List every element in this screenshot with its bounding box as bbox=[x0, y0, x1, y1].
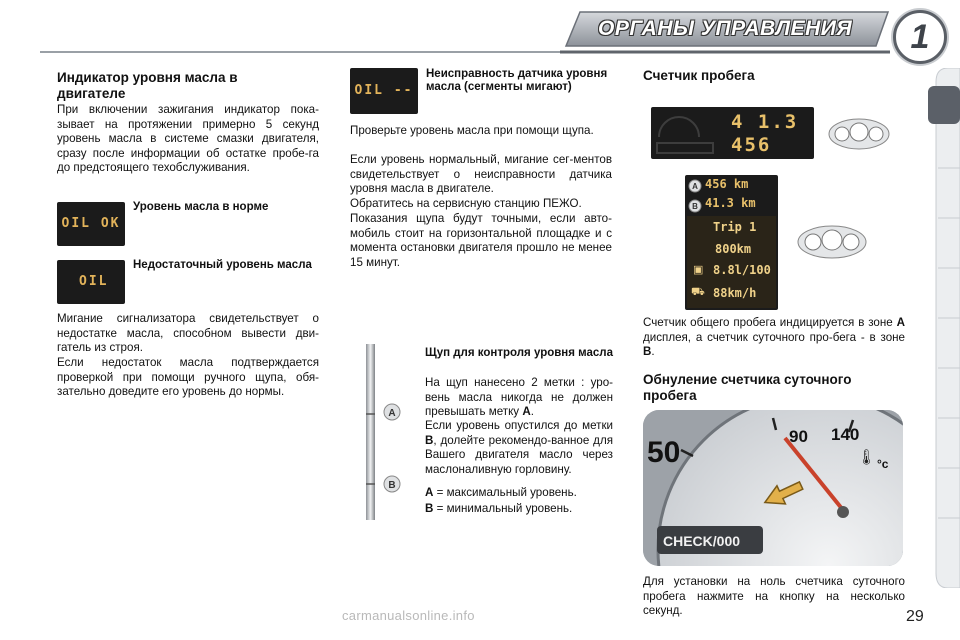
dashboard-icon-1 bbox=[828, 118, 890, 150]
page-number: 29 bbox=[906, 608, 924, 625]
check-reset-button[interactable] bbox=[657, 526, 763, 554]
dipstick-def-b-key: B bbox=[425, 502, 434, 515]
display-2-speed: 88km/h bbox=[713, 286, 757, 300]
sensor-fault-p2: Если уровень нормальный, мигание сег-ментов свидетельствует о неисправности датчика уровня масла в двигателе. bbox=[350, 153, 612, 196]
zone-badge-b: B bbox=[692, 202, 698, 211]
dipstick-illustration bbox=[352, 342, 412, 522]
oil-ok-display-text: OIL OK bbox=[61, 216, 121, 231]
dipstick-p2-mark: B bbox=[425, 433, 434, 447]
blink-warning-text: Мигание сигнализатора свидетельствует о недостатке масла, способном вывести дви-гатель из строя. bbox=[57, 312, 319, 355]
gauge-speed-140: 140 bbox=[831, 425, 860, 444]
odo-zone-a: A bbox=[896, 316, 905, 329]
gauge-speed-50: 50 bbox=[647, 436, 681, 469]
dipstick-def-b-text: = минимальный уровень. bbox=[433, 502, 573, 515]
chapter-tabs bbox=[928, 68, 960, 588]
odo-text-1: Счетчик общего пробега индицируется в зоне bbox=[643, 316, 893, 329]
oil-ok-display bbox=[57, 202, 125, 246]
sensor-fault-p3: Обратитесь на сервисную станцию ПЕЖО. bbox=[350, 197, 582, 210]
sensor-fault-p1: Проверьте уровень масла при помощи щупа. bbox=[350, 124, 594, 137]
dipstick-p1 bbox=[425, 376, 613, 420]
oil-level-intro: При включении зажигания индикатор пока-зывает на протяжении примерно 5 секунд уровень масла в системе смазки двигателя, сразу после информации об остатке пробе-га до предстоящего техобслуживания. bbox=[57, 103, 319, 175]
display-2-trip-km: 800km bbox=[715, 242, 752, 256]
dipstick-mark-a: A bbox=[388, 408, 396, 419]
display-2-fuel: 8.8l/100 bbox=[713, 263, 771, 277]
dipstick-p2 bbox=[425, 419, 613, 477]
odometer-display-2 bbox=[685, 175, 778, 310]
dipstick-mark-b: B bbox=[388, 480, 396, 491]
dipstick-def-a-text: = максимальный уровень. bbox=[433, 486, 577, 499]
display-2-row-a: 456 km bbox=[705, 177, 749, 191]
dipstick-def-a-key: A bbox=[425, 486, 434, 499]
oil-fault-display-text: OIL -- bbox=[354, 83, 414, 98]
chapter-badge bbox=[893, 10, 947, 64]
display-1-segments bbox=[651, 107, 719, 159]
check-reset-button-label: CHECK/000 bbox=[663, 533, 741, 549]
sensor-fault-p4: Показания щупа будут точными, если авто-мобиль стоит на горизонтальной площадке и с момента остановки двигателя прошло не менее 15 минут. bbox=[350, 212, 612, 269]
fuel-pump-icon: ▣ bbox=[693, 264, 704, 276]
zone-badges bbox=[688, 179, 702, 213]
odometer-display-1 bbox=[651, 107, 814, 159]
display-1-row2: 456 bbox=[731, 134, 772, 156]
odo-text-end: . bbox=[651, 345, 655, 359]
instrument-cluster-image bbox=[643, 410, 903, 566]
dipstick-p2-rest: , долейте рекомендо-ванное для Вашего двигателя масло через маслоналивную горловину. bbox=[425, 433, 613, 476]
dipstick-p1-end: . bbox=[530, 405, 534, 419]
watermark: carmanualsonline.info bbox=[342, 608, 475, 623]
odo-zone-b: B bbox=[643, 345, 652, 359]
display-2-trip: Trip 1 bbox=[713, 220, 757, 234]
sensor-fault-heading: Неисправность датчика уровня масла (сегменты мигают) bbox=[426, 68, 608, 93]
car-icon: ⛟ bbox=[691, 286, 705, 298]
oil-low-display bbox=[57, 260, 125, 304]
oil-low-display-text: OIL bbox=[79, 274, 109, 289]
thermometer-icon: 🌡 bbox=[857, 449, 877, 466]
dipstick-p1-mark: A bbox=[522, 405, 531, 419]
dipstick-p1-text: На щуп нанесено 2 метки : уро-вень масла никогда не должен превышать метку bbox=[425, 376, 613, 419]
display-1-row1: 4 1.3 bbox=[731, 111, 799, 133]
odometer-heading: Счетчик пробега bbox=[643, 68, 755, 83]
gauge-temp-unit: °c bbox=[877, 457, 889, 471]
confirm-level-text: Если недостаток масла подтверждается проверкой при помощи ручного щупа, обя-зательно доведите его уровень до нормы. bbox=[57, 356, 319, 399]
dipstick-p2-start: Если уровень опустился до метки bbox=[425, 419, 613, 432]
display-2-row-b: 41.3 km bbox=[705, 196, 756, 210]
gauge-speed-90: 90 bbox=[789, 427, 808, 446]
chapter-number: 1 bbox=[910, 18, 930, 56]
odo-text-2: дисплея, а счетчик суточного про-бега - в зоне bbox=[643, 330, 905, 344]
oil-ok-label: Уровень масла в норме bbox=[133, 201, 269, 213]
section-title: ОРГАНЫ УПРАВЛЕНИЯ bbox=[598, 17, 853, 40]
dipstick-heading: Щуп для контроля уровня масла bbox=[425, 347, 614, 359]
oil-low-label: Недостаточный уровень масла bbox=[133, 259, 312, 271]
odometer-description bbox=[643, 316, 905, 360]
dipstick-def-b bbox=[425, 502, 613, 517]
dashboard-icon-2 bbox=[797, 225, 867, 259]
trip-reset-instructions: Для установки на ноль счетчика суточного пробега нажмите на кнопку на несколько секунд. bbox=[643, 575, 905, 618]
dipstick-def-a bbox=[425, 486, 613, 501]
oil-fault-display bbox=[350, 68, 418, 114]
zone-badge-a: A bbox=[692, 182, 698, 191]
oil-level-heading: Индикатор уровня масла в двигателе bbox=[57, 70, 238, 101]
trip-reset-heading: Обнуление счетчика суточного пробега bbox=[643, 372, 852, 403]
